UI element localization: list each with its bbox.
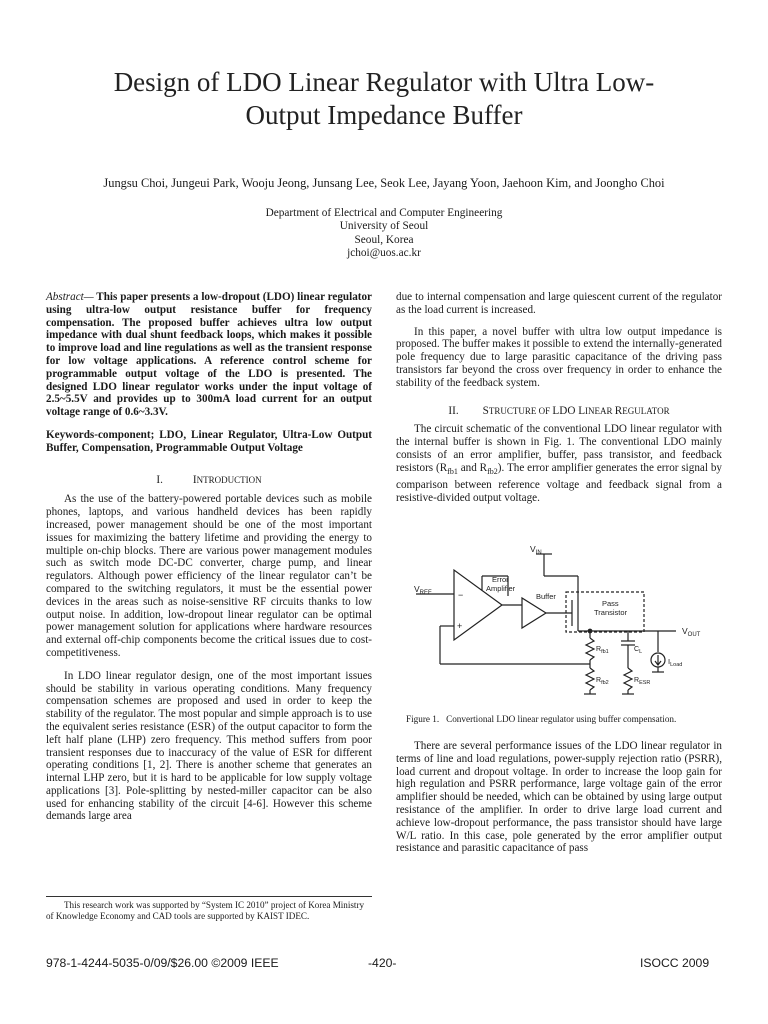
right-paragraph-continued: due to internal compensation and large quiescent current of the regulator as the load current is increased.: [396, 291, 722, 316]
abstract-label: Abstract: [46, 291, 84, 303]
intro-paragraph-2: In LDO linear regulator design, one of the most important issues should be stability in various operating conditions. Many frequency compensation schemes are proposed and used in order to keep the stability of the regulator. The most popular and simple approach is to use the equivalent series resistance (ESR) of the output capacitor to form the left half plane (LHP) zero frequency. This method suffers from poor transient responses due to inaccuracy of the value of ESR for different operating conditions [1, 2]. There is another scheme that generates an internal LHP zero, but it is hard to be applicable for low supply voltage applications [3]. Pole-splitting by nested-miller capacitor can be also used for enhancing stability of the circuit [4-6]. However this scheme demands large area: [46, 669, 372, 823]
abstract: [46, 291, 372, 419]
affiliation: [200, 207, 568, 261]
section-title-part: TRUCTURE OF: [488, 405, 553, 416]
title-line-2: Output Impedance Buffer: [245, 100, 523, 130]
text-run: and R: [457, 461, 488, 474]
iload-label: $I_{Load}$: [668, 657, 683, 668]
cl-label: $C_L$: [634, 646, 643, 655]
keywords: Keywords-component; LDO, Linear Regulator, Ultra-Low Output Buffer, Compensation, Programmable Output Voltage: [46, 428, 372, 454]
section-number: I.: [156, 473, 163, 486]
vin-label: $V_{IN}$: [530, 544, 542, 556]
affiliation-university: University of Seoul: [339, 220, 429, 233]
figure-caption-text: Convertional LDO linear regulator using buffer compensation.: [446, 714, 677, 724]
right-column-bottom: [396, 740, 722, 855]
right-column-top: [396, 291, 722, 504]
structure-paragraph-1: [396, 423, 722, 504]
rfb1-resistor: [586, 638, 594, 660]
amp-plus-sign: +: [457, 621, 463, 631]
amp-minus-sign: −: [458, 590, 464, 600]
left-column: [46, 291, 372, 823]
vout-label: $V_{OUT}$: [682, 626, 701, 638]
figure-1-caption: [406, 714, 722, 724]
text-run: ). The error amplifier generates the error signal by comparison between reference voltage and feedback signal from a resistive-divided output voltage.: [396, 461, 722, 504]
affiliation-email: jchoi@uos.ac.kr: [347, 247, 421, 260]
text-run: The circuit schematic of the conventional LDO linear regulator with the internal buffer is shown in Fig. 1. The conventional LDO mainly consists of an error amplifier, buffer, pass transistor, and feedback resistors (R: [396, 423, 722, 474]
section-number: II.: [448, 404, 459, 417]
right-paragraph-1: In this paper, a novel buffer with ultra low output impedance is proposed. The buffer makes it possible to extend the internally-generated pole frequency due to large parasitic capacitance of the driving pass transistors far beyond the cross over frequency in order to enhance the stability of the feedback system.: [396, 325, 722, 389]
error-amp-label-1: Error: [492, 575, 509, 584]
error-amp-label-2: Amplifier: [486, 584, 516, 593]
abstract-dash: —: [83, 291, 94, 303]
figure-1-schematic: [396, 538, 722, 700]
section-title-rest: NTRODUCTION: [196, 474, 262, 485]
section-heading-introduction: [46, 474, 372, 487]
abstract-text: This paper presents a low-dropout (LDO) linear regulator using ultra-low output resistance buffer for frequency compensation. The proposed buffer achieves ultra low output impedance with dual shunt feedback loops, which makes it possible to improve load and line regulations as well as the transient response for low voltage applications. A reference control scheme for programmable output voltage of the LDO is presented. The designed LDO linear regulator works under the input voltage of 2.5~5.5V and provides up to 300mA load current for an output voltage range of 0.6~3.3V.: [46, 291, 372, 419]
section-heading-structure: [396, 405, 722, 418]
footer-isbn: 978-1-4244-5035-0/09/$26.00 ©2009 IEEE: [46, 956, 279, 970]
resr-label: $R_{ESR}$: [634, 677, 651, 686]
figure-caption-label: Figure 1.: [406, 714, 440, 724]
rfb1-label: $R_{fb1}$: [596, 646, 609, 655]
title-line-1: Design of LDO Linear Regulator with Ultra Low-: [113, 67, 655, 97]
footer-page-number: -420-: [368, 956, 397, 970]
subscript: fb1: [447, 466, 458, 476]
section-title-part: LDO L: [552, 404, 586, 417]
buffer-symbol: [522, 598, 546, 628]
section-title-part: EGULATOR: [622, 405, 670, 416]
rfb2-resistor: [586, 668, 594, 690]
subscript: fb2: [487, 466, 498, 476]
footnote: This research work was supported by “System IC 2010” project of Korea Ministry of Knowledge Economy and CAD tools are supported by KAIST IDEC.: [46, 900, 365, 921]
paper-title: [40, 66, 728, 132]
section-title-initial: I: [192, 473, 197, 486]
performance-paragraph: There are several performance issues of the LDO linear regulator in terms of line and load regulations, power-supply rejection ratio (PSRR), load current and dropout voltage. In order to increase the loop gain for high regulation and PSRR performance, large voltage gain of the error amplifier should be needed, which can be obtained by using large output resistance of the amplifier. In order to drive large load current and achieve low-dropout performance, the pass transistor should have large W/L ratio. In this case, pole generated by the error amplifier output resistance and parasitic capacitance of pass: [396, 740, 722, 855]
section-title-part: INEAR: [585, 405, 615, 416]
affiliation-department: Department of Electrical and Computer Engineering: [265, 207, 503, 219]
pass-label-2: Transistor: [594, 608, 628, 617]
author-list: Jungsu Choi, Jungeui Park, Wooju Jeong, Junsang Lee, Seok Lee, Jayang Yoon, Jaehoon Kim, and Joongho Choi: [103, 176, 665, 190]
section-title-part: S: [482, 404, 489, 417]
pass-label-1: Pass: [602, 599, 619, 608]
vref-label: $V_{REF}$: [414, 584, 432, 596]
affiliation-city: Seoul, Korea: [354, 233, 414, 246]
rfb2-label: $R_{fb2}$: [596, 677, 609, 686]
intro-paragraph-1: As the use of the battery-powered portable devices such as mobile phones, laptops, and various handheld devices has been rapidly increased, power management should be one of the most important issues for maximizing the battery lifetime and providing the energy to multiple on-chip blocks. There are various power management modules such as switch mode DC-DC converter, charge pump, and linear regulators. Although power efficiency of the linear regulator can’t be compared to the switching regulators, it must be the essential power devices in the areas such as noise-sensitive RF circuits thanks to low output noise. In addition, low-dropout linear regulator can be optimal power management solution for applications where hardware resources and external off-chip components become the critical issues due to cost-competitiveness.: [46, 493, 372, 659]
buffer-label: Buffer: [536, 592, 556, 601]
footnote-rule: [46, 896, 372, 897]
section-title-part: R: [614, 404, 623, 417]
resr-resistor: [624, 668, 632, 690]
footer-venue: ISOCC 2009: [640, 956, 710, 970]
